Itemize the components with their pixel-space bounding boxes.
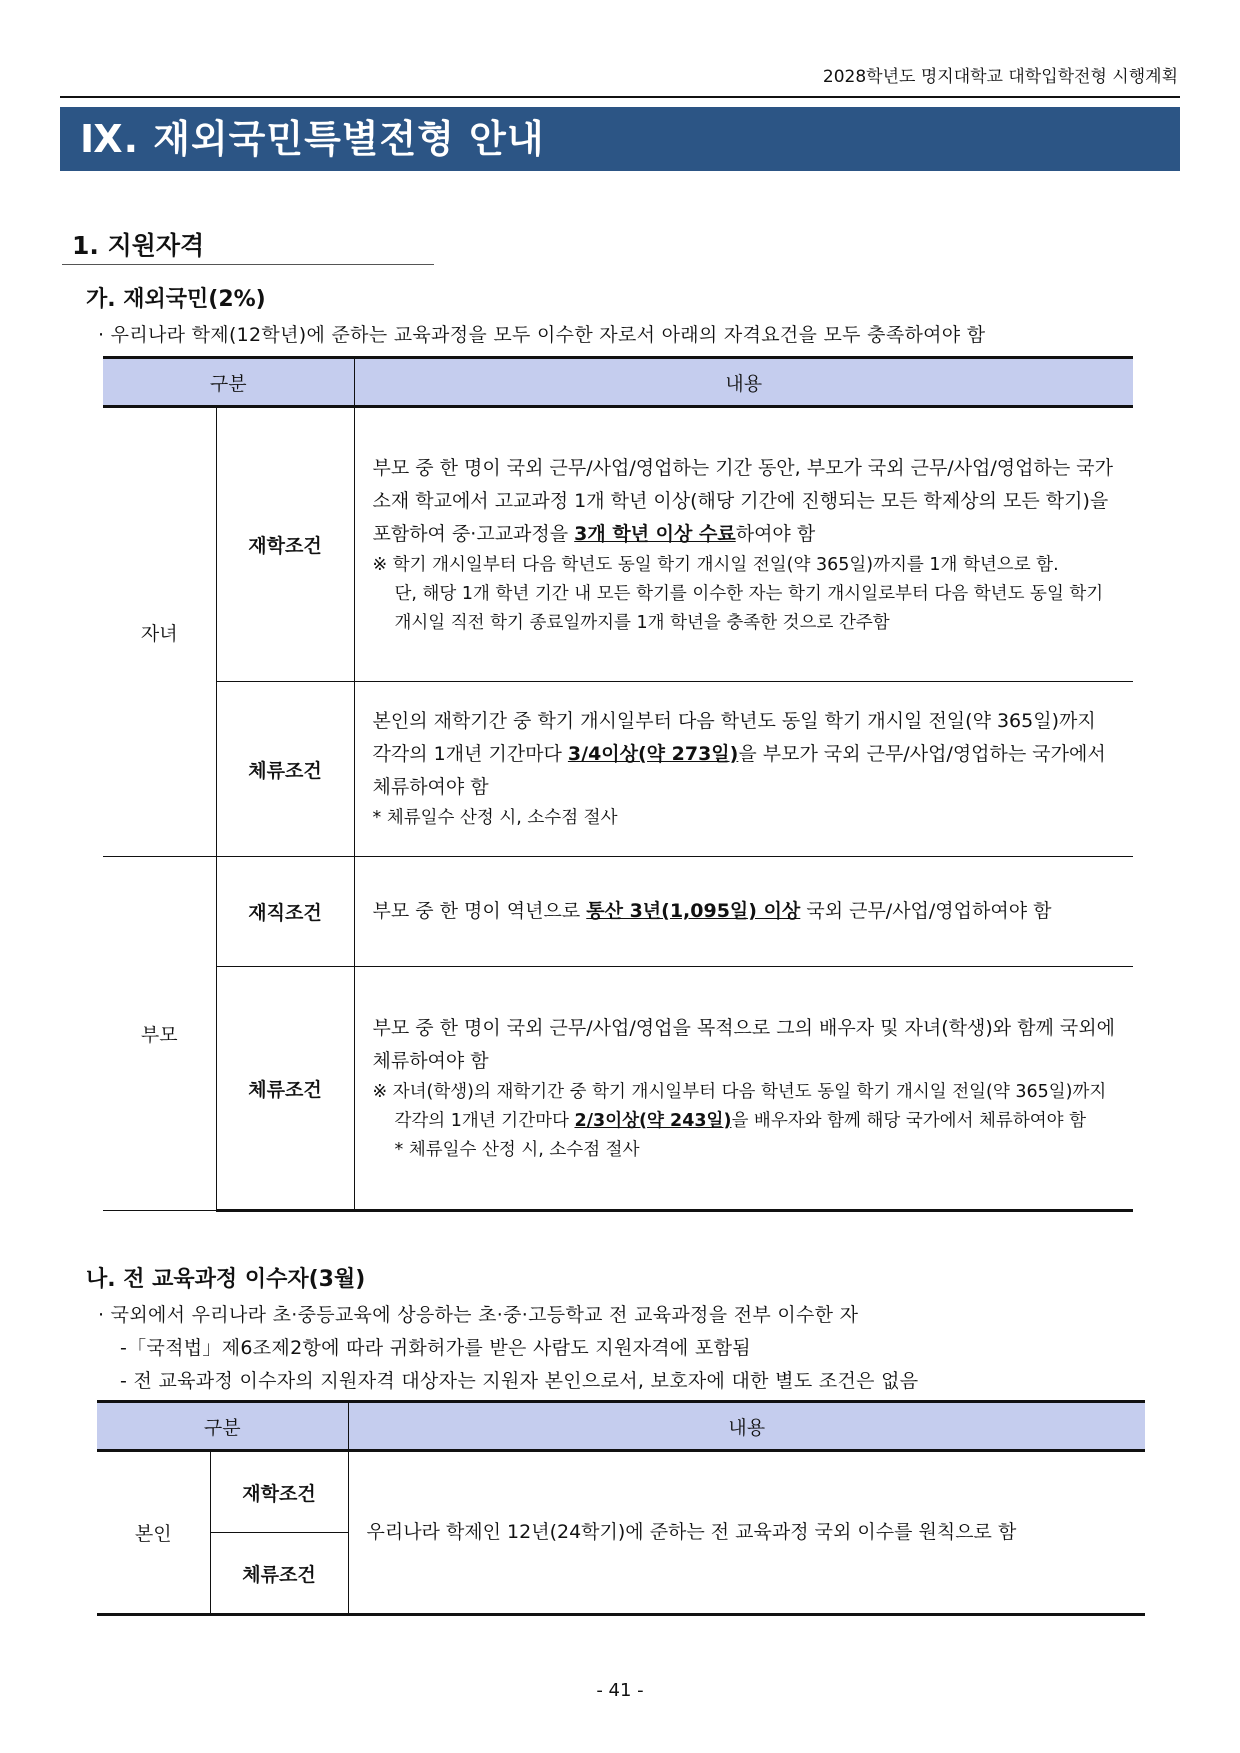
subsection-title-b: 나. 전 교육과정 이수자(3월) [86, 1267, 366, 1292]
parent-stay-note-2-emphasis: 2/3이상(약 243일) [574, 1110, 732, 1131]
subsection-a-bullet: · 우리나라 학제(12학년)에 준하는 교육과정을 모두 이수한 자로서 아래의 자격요건을 모두 충족하여야 함 [98, 324, 986, 346]
eligibility-table-overseas-koreans [103, 356, 1133, 1212]
enroll-text-emphasis: 3개 학년 이상 수료 [574, 522, 736, 545]
condition-content-parent-stay [354, 967, 1133, 1211]
condition-label-stay-b: 체류조건 [210, 1533, 348, 1615]
chapter-title-bar: Ⅸ. 재외국민특별전형 안내 [60, 107, 1180, 171]
eligibility-table-full-curriculum [97, 1400, 1145, 1616]
child-stay-text-after: 을 부모가 국외 근무/사업/영업하는 국가에서 체류하여야 함 [372, 743, 1106, 798]
employ-text-before: 부모 중 한 명이 역년으로 [372, 900, 587, 922]
table-header-row-b [97, 1402, 1145, 1451]
document-header-title: 2028학년도 명지대학교 대학입학전형 시행계획 [822, 67, 1178, 87]
subsection-b-bullet-1: · 국외에서 우리나라 초·중등교육에 상응하는 초·중·고등학교 전 교육과정을 전부 이수한 자 [98, 1304, 859, 1326]
condition-label-stay: 체류조건 [216, 682, 354, 857]
subsection-b-bullet-2: -「국적법」제6조제2항에 따라 귀화허가를 받은 사람도 지원자격에 포함됨 [120, 1337, 751, 1359]
column-header-category-b: 구분 [97, 1402, 348, 1451]
page-number: - 41 - [596, 1680, 644, 1701]
child-stay-text-before: 본인의 재학기간 중 학기 개시일부터 다음 학년도 동일 학기 개시일 전일(약 365일)까지 각각의 1개년 기간마다 [372, 710, 1096, 765]
condition-content-enroll [354, 407, 1133, 682]
condition-content-child-stay [354, 682, 1133, 857]
group-label-child: 자녀 [103, 407, 216, 857]
employ-text-emphasis: 통산 3년(1,095일) 이상 [586, 900, 801, 922]
parent-stay-note-1: ※ 자녀(학생)의 재학기간 중 학기 개시일부터 다음 학년도 동일 학기 개시일 전일(약 365일)까지 [372, 1081, 1107, 1102]
table-header-row [103, 358, 1133, 407]
child-stay-text-emphasis: 3/4이상(약 273일) [567, 743, 739, 765]
column-header-content: 내용 [354, 358, 1133, 407]
condition-label-employ: 재직조건 [216, 857, 354, 967]
parent-stay-note-2-before: 각각의 1개년 기간마다 [394, 1110, 575, 1131]
condition-content-self: 우리나라 학제인 12년(24학기)에 준하는 전 교육과정 국외 이수를 원칙으로 함 [348, 1451, 1145, 1615]
table-row-self-enroll [97, 1451, 1145, 1533]
table-row-parent-stay [103, 967, 1133, 1211]
enroll-note-2: 단, 해당 1개 학년 기간 내 모든 학기를 이수한 자는 학기 개시일로부터 다음 학년도 동일 학기 개시일 직전 학기 종료일까지를 1개 학년을 충족한 것으로 간주함 [394, 583, 1104, 633]
group-label-self: 본인 [97, 1451, 210, 1615]
enroll-text-after: 하여야 함 [735, 522, 816, 545]
child-stay-text [373, 705, 1118, 804]
parent-stay-note-3: * 체류일수 산정 시, 소수점 절사 [394, 1139, 640, 1160]
employ-text-after: 국외 근무/사업/영업하여야 함 [800, 900, 1052, 922]
subsection-b-bullet-3: - 전 교육과정 이수자의 지원자격 대상자는 지원자 본인으로서, 보호자에 대한 별도 조건은 없음 [120, 1370, 919, 1392]
condition-label-parent-stay: 체류조건 [216, 967, 354, 1211]
child-stay-note: * 체류일수 산정 시, 소수점 절사 [372, 808, 618, 828]
subsection-title-a: 가. 재외국민(2%) [86, 287, 266, 312]
parent-stay-note-2-after: 을 배우자와 함께 해당 국가에서 체류하여야 함 [731, 1110, 1087, 1131]
section-title: 1. 지원자격 [72, 231, 205, 260]
group-label-parent: 부모 [103, 857, 216, 1211]
header-divider [60, 96, 1180, 98]
enroll-note-1: ※ 학기 개시일부터 다음 학년도 동일 학기 개시일 전일(약 365일)까지를 1개 학년으로 함. [372, 554, 1059, 575]
condition-content-employ [354, 857, 1133, 967]
condition-label-enroll-b: 재학조건 [210, 1451, 348, 1533]
section-divider [62, 264, 434, 265]
enroll-text-before: 부모 중 한 명이 국외 근무/사업/영업하는 기간 동안, 부모가 국외 근무/사업/영업하는 국가 소재 학교에서 고교과정 1개 학년 이상(해당 기간에 진행되는 모든 학제상의 모든 학기)을 포함하여 중·고교과정을 [372, 456, 1113, 545]
column-header-category: 구분 [103, 358, 354, 407]
table-row-child-stay [103, 682, 1133, 857]
table-row-parent-employ [103, 857, 1133, 967]
table-row-child-enroll [103, 407, 1133, 682]
enroll-text [373, 452, 1118, 551]
parent-stay-text: 부모 중 한 명이 국외 근무/사업/영업을 목적으로 그의 배우자 및 자녀(학생)와 함께 국외에 체류하여야 함 [372, 1016, 1115, 1072]
parent-stay-note-2 [373, 1107, 1118, 1136]
column-header-content-b: 내용 [348, 1402, 1145, 1451]
condition-label-enroll: 재학조건 [216, 407, 354, 682]
